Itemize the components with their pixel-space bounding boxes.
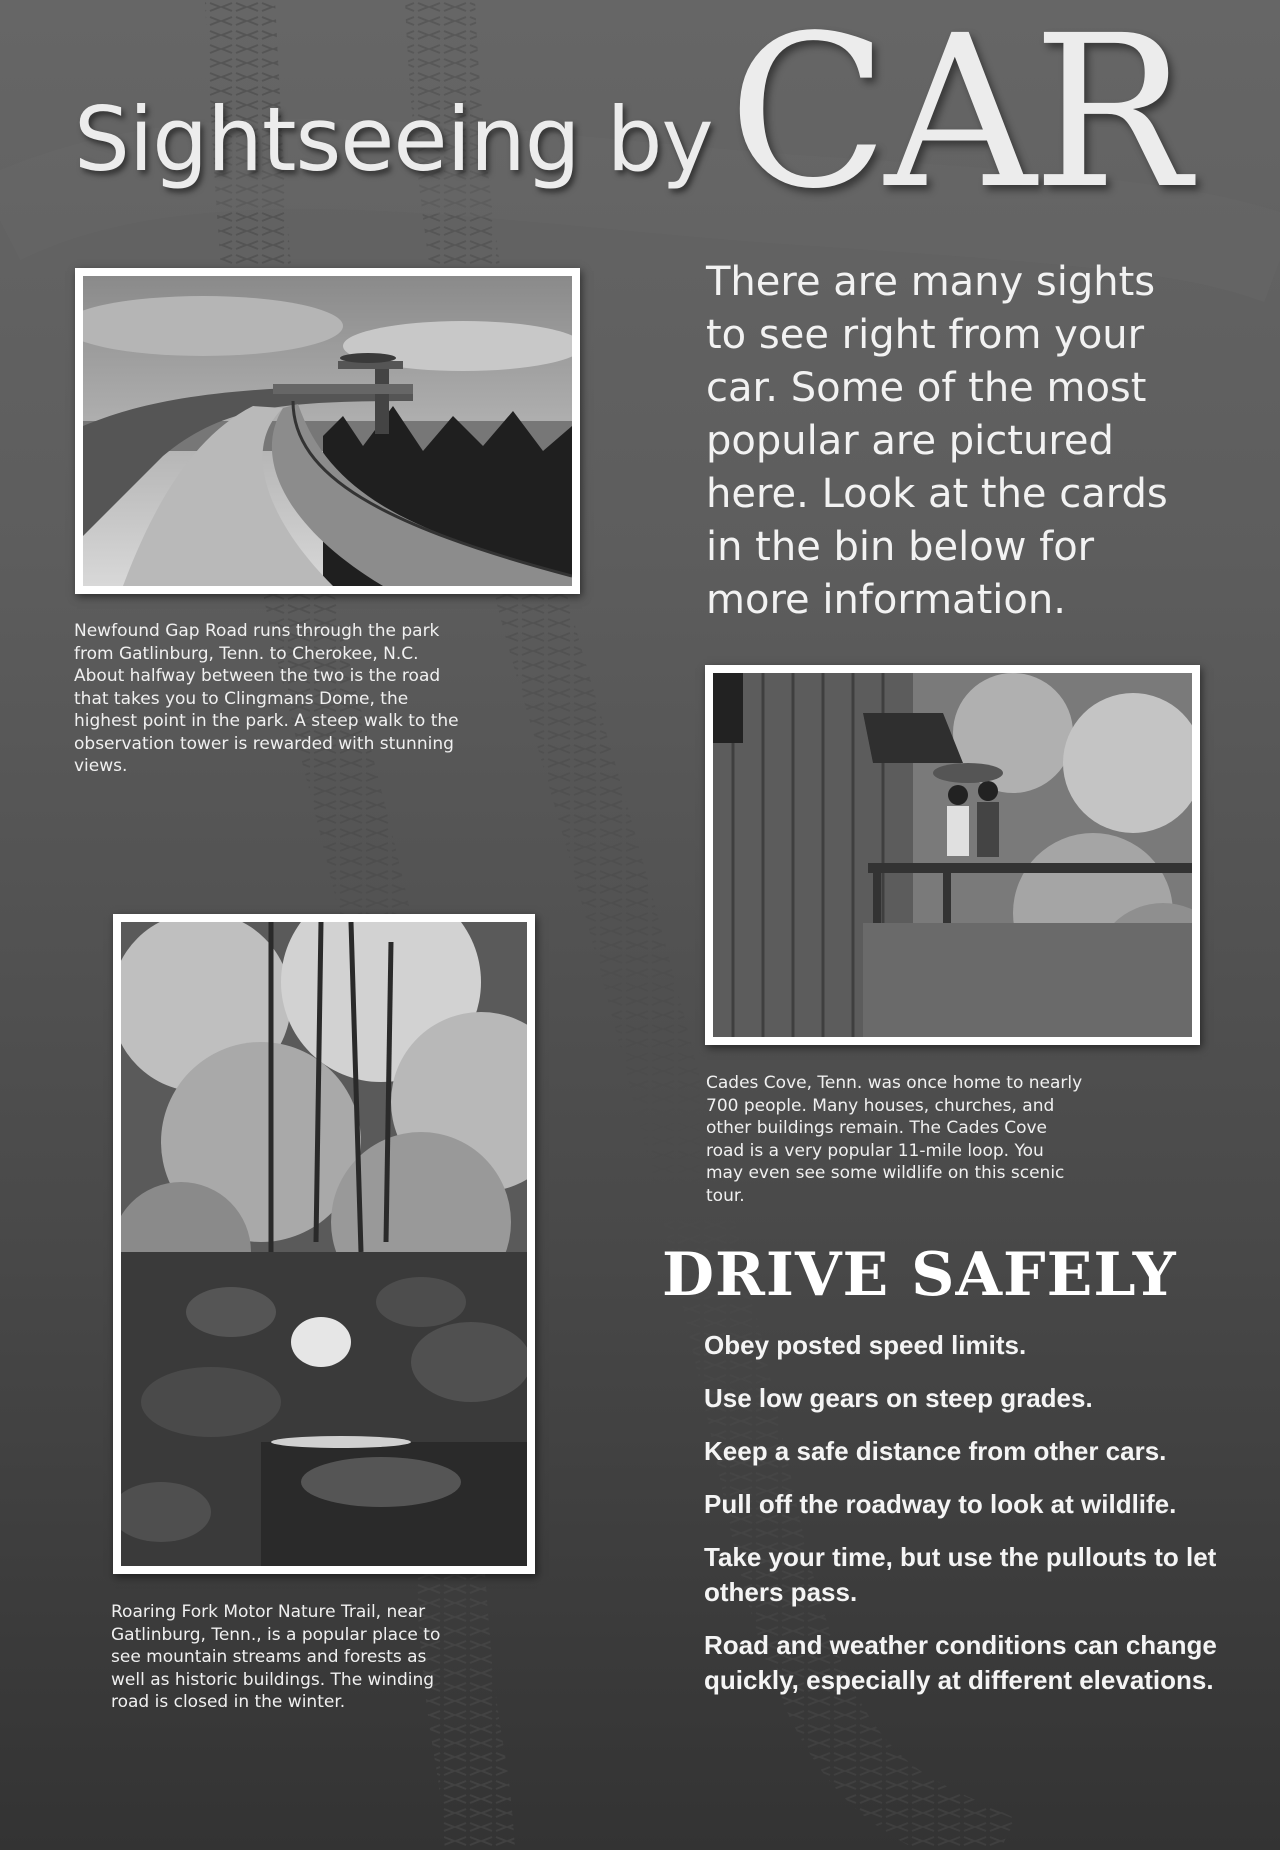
- drive-safely-heading: DRIVE SAFELY: [662, 1240, 1177, 1310]
- drive-safely-list: [704, 1328, 1224, 1716]
- photo-roaring-fork: [113, 914, 535, 1574]
- caption-clingmans-dome: Newfound Gap Road runs through the park from Gatlinburg, Tenn. to Cherokee, N.C. About halfway between the two is the road that takes you to Clingmans Dome, the highest point in the park. A steep walk to the observation tower is rewarded with stunning views.: [74, 621, 459, 776]
- title-part1: Sightseeing by: [74, 88, 713, 191]
- title-part2: CAR: [728, 0, 1187, 235]
- list-item: Keep a safe distance from other cars.: [704, 1436, 1167, 1466]
- list-item: Obey posted speed limits.: [704, 1330, 1027, 1360]
- roaring-fork-illustration: [121, 922, 527, 1566]
- intro-text: There are many sights to see right from your car. Some of the most popular are pictured here. Look at the cards in the bin below for more information.: [706, 259, 1168, 623]
- caption-cades-cove: Cades Cove, Tenn. was once home to nearly 700 people. Many houses, churches, and other buildings remain. The Cades Cove road is a very popular 11-mile loop. You may even see some wildlife on this scenic tour.: [706, 1073, 1083, 1206]
- cades-cove-illustration: [713, 673, 1192, 1037]
- list-item: Road and weather conditions can change quickly, especially at different elevations.: [704, 1630, 1217, 1695]
- photo-clingmans-dome: [75, 268, 580, 594]
- list-item: Use low gears on steep grades.: [704, 1383, 1093, 1413]
- caption-roaring-fork: Roaring Fork Motor Nature Trail, near Gatlinburg, Tenn., is a popular place to see mountain streams and forests as well as historic buildings. The winding road is closed in the winter.: [111, 1602, 441, 1712]
- list-item: Take your time, but use the pullouts to let others pass.: [704, 1542, 1217, 1607]
- clingmans-dome-illustration: [83, 276, 572, 586]
- photo-cades-cove: [705, 665, 1200, 1045]
- list-item: Pull off the roadway to look at wildlife.: [704, 1489, 1177, 1519]
